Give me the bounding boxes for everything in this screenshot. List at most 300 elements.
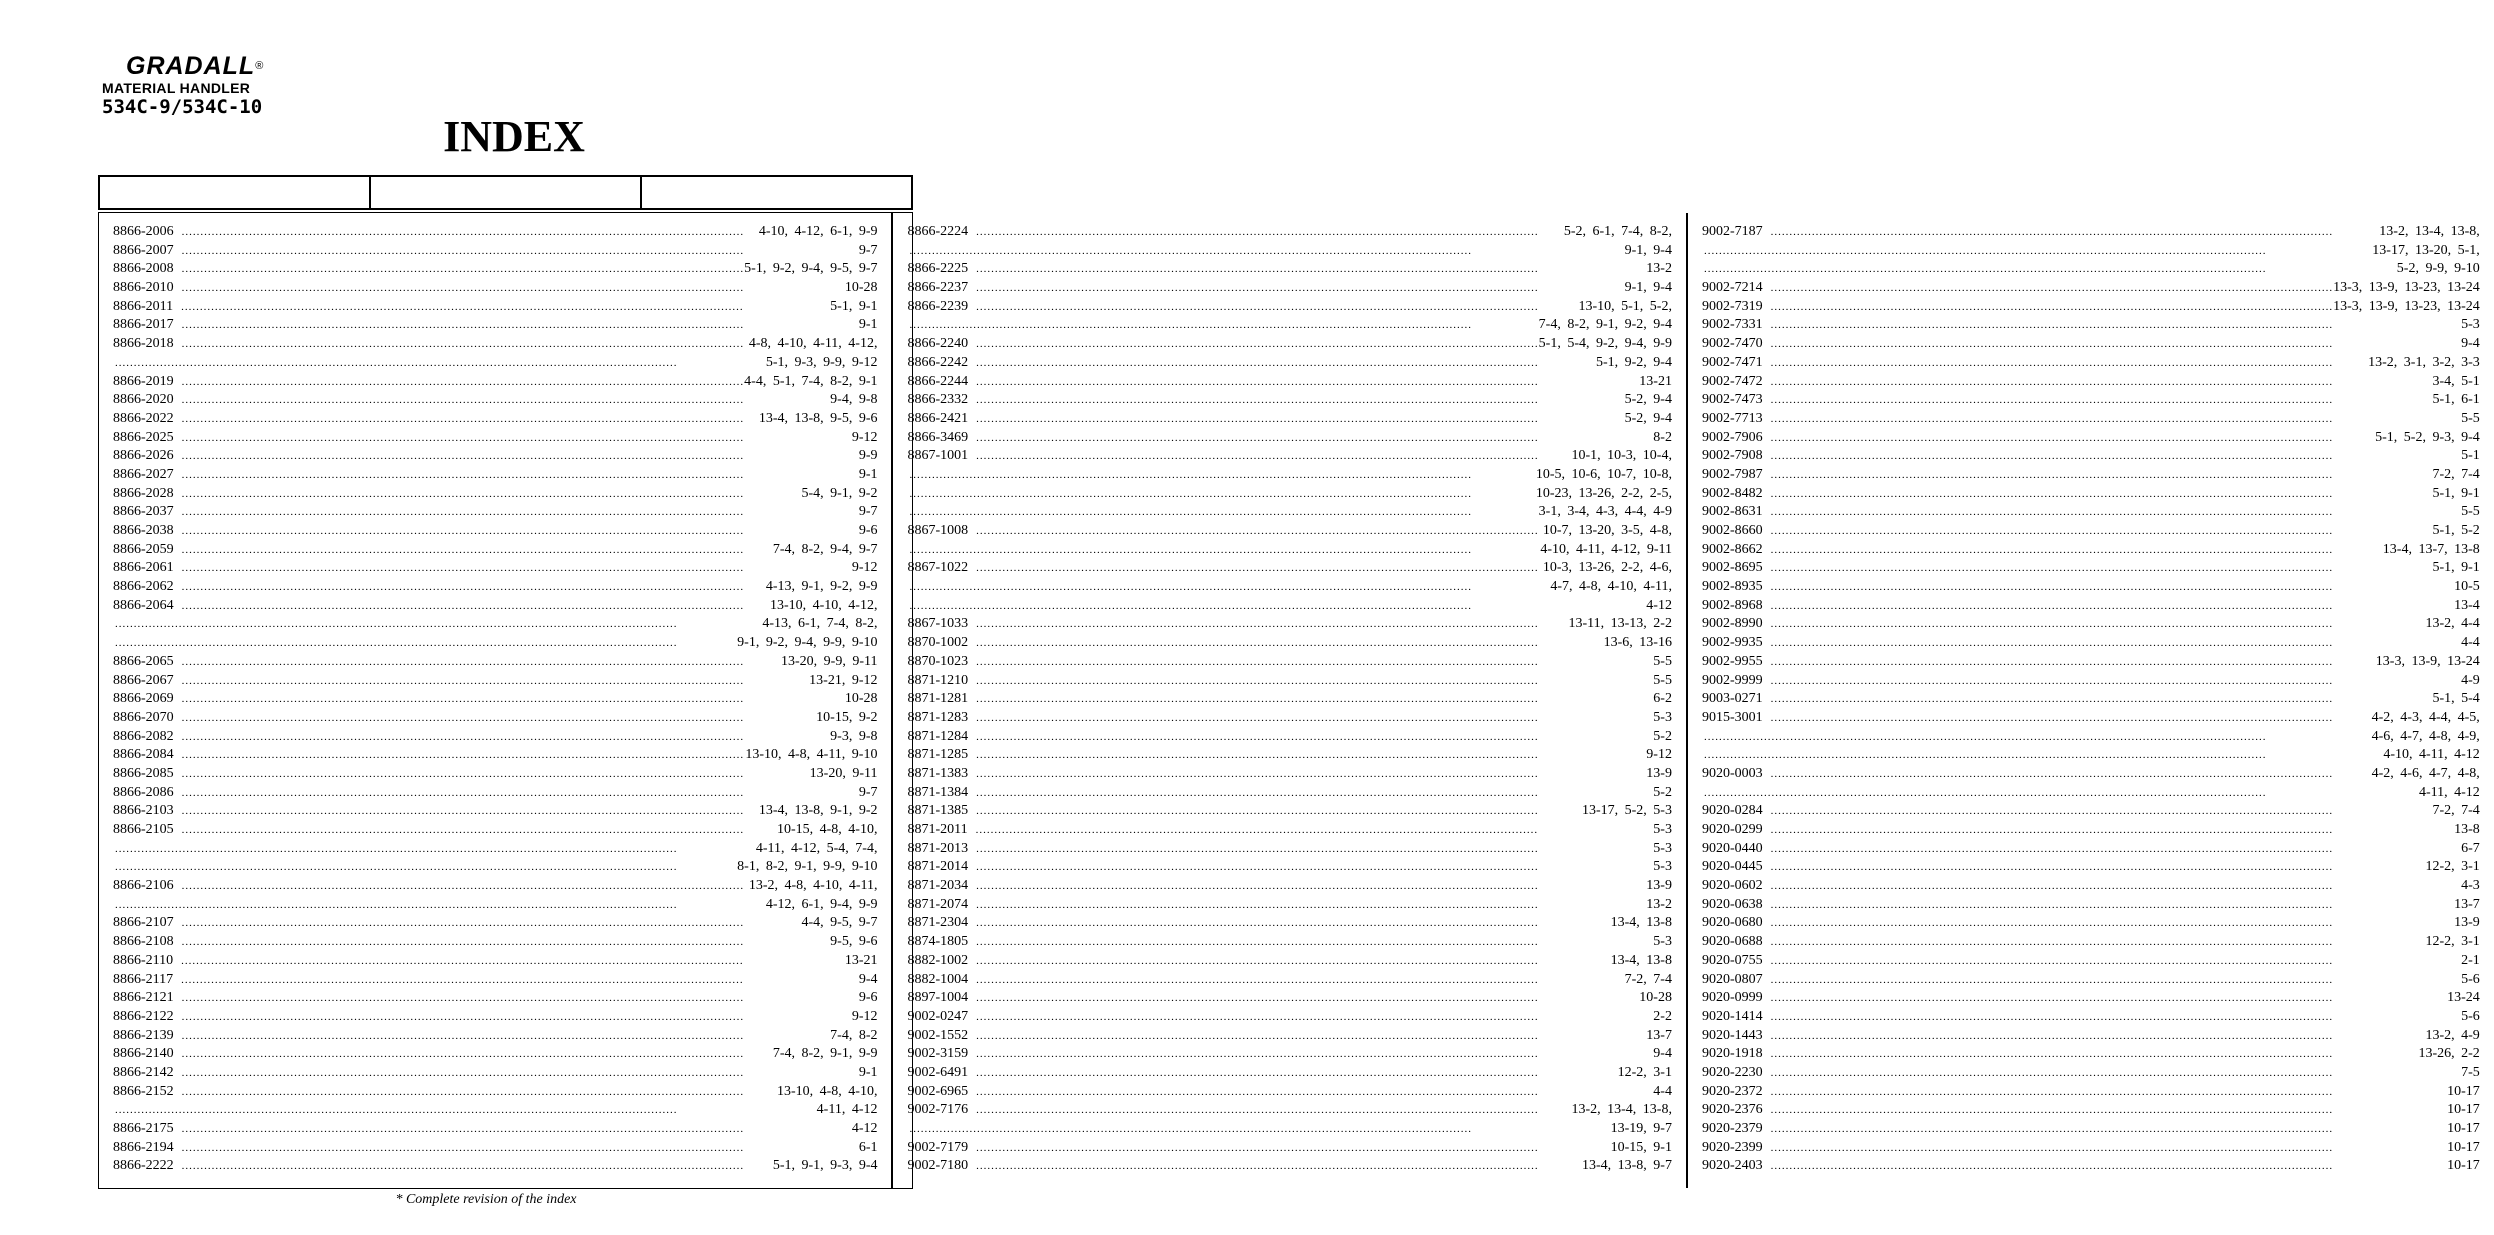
- index-column-2: [891, 213, 1685, 1188]
- index-entry: [1702, 466, 2480, 485]
- index-entry: [113, 933, 877, 952]
- page-references: 5-5: [2461, 410, 2480, 426]
- index-entry: [1702, 541, 2480, 560]
- part-number: 9002-8990: [1701, 616, 1763, 632]
- part-number: 8866-2061: [113, 560, 174, 576]
- index-entry: [907, 541, 1671, 560]
- page-references: 4-9: [2461, 672, 2480, 688]
- index-entry: [113, 615, 877, 634]
- dot-leader: [976, 821, 1654, 840]
- dot-leader: [1771, 896, 2454, 915]
- dot-leader: [182, 1045, 773, 1064]
- index-column-3: [1686, 213, 2494, 1188]
- dot-leader: [182, 335, 749, 354]
- index-entry: [113, 279, 877, 298]
- index-entry: [907, 1083, 1671, 1102]
- page-references: 10-28: [1639, 990, 1672, 1006]
- dot-leader: [976, 690, 1653, 709]
- page-references: 4-2, 4-6, 4-7, 4-8,: [2371, 765, 2480, 781]
- part-number: 8866-2025: [113, 429, 174, 445]
- page-references: 13-21: [1639, 373, 1672, 389]
- dot-leader: [976, 1139, 1610, 1158]
- page-references: 13-24: [2447, 990, 2480, 1006]
- dot-leader: [181, 971, 859, 990]
- dot-leader: [115, 634, 737, 653]
- part-number: 9002-8935: [1701, 579, 1763, 595]
- page-references: 4-4: [2461, 635, 2480, 651]
- index-entry: [907, 653, 1671, 672]
- page-references: 7-2, 7-4: [2432, 803, 2480, 819]
- page-references: 10-15, 9-1: [1610, 1139, 1672, 1155]
- part-number: 8871-2014: [907, 859, 969, 875]
- index-entry: [1702, 784, 2480, 803]
- page-references: 7-4, 8-2, 9-4, 9-7: [772, 541, 878, 557]
- part-number: 8871-2013: [907, 840, 969, 856]
- page-references: 4-4, 9-5, 9-7: [801, 915, 878, 931]
- dot-leader: [182, 784, 859, 803]
- index-entry: [113, 971, 877, 990]
- index-entry: [907, 1008, 1671, 1027]
- dot-leader: [182, 559, 852, 578]
- page-references: 12-2, 3-1: [1617, 1064, 1672, 1080]
- dot-leader: [976, 1027, 1646, 1046]
- part-number: 8866-2108: [113, 934, 174, 950]
- page-references: 7-5: [2461, 1064, 2480, 1080]
- index-entry: [113, 391, 877, 410]
- page-references: 5-1, 5-2: [2432, 523, 2480, 538]
- page-references: 10-28: [844, 691, 878, 707]
- dot-leader: [976, 877, 1646, 896]
- page-references: 4-11, 4-12: [2418, 784, 2480, 800]
- part-number: 8866-2064: [113, 597, 174, 613]
- index-entry: [1702, 802, 2480, 821]
- index-entry: [113, 1139, 877, 1158]
- part-number: 8866-3469: [907, 429, 969, 445]
- page-references: 7-2, 7-4: [1624, 971, 1672, 987]
- part-number: 8871-1385: [907, 803, 969, 819]
- part-number: 8866-2059: [113, 541, 174, 557]
- part-number: 9020-1443: [1701, 1027, 1763, 1043]
- dot-leader: [976, 1008, 1653, 1027]
- dot-leader: [182, 260, 745, 279]
- page-references: 5-2: [1653, 784, 1672, 800]
- page-references: 10-1, 10-3, 10-4,: [1571, 448, 1672, 464]
- dot-leader: [976, 410, 1624, 429]
- part-number: 8866-2062: [113, 579, 174, 595]
- index-entry: [113, 709, 877, 728]
- part-number: 9002-7472: [1701, 373, 1763, 389]
- index-entry: [113, 1027, 877, 1046]
- index-entry: [1702, 971, 2480, 990]
- dot-leader: [182, 690, 845, 709]
- part-number: 8866-2139: [113, 1027, 174, 1043]
- index-entry: [907, 335, 1671, 354]
- part-number: 8882-1004: [907, 971, 969, 987]
- part-number: 8866-2152: [113, 1083, 174, 1099]
- page-references: 10-15, 4-8, 4-10,: [776, 822, 878, 837]
- part-number: 8866-2020: [113, 392, 174, 408]
- part-number: 9002-7187: [1701, 224, 1763, 239]
- part-number: 9002-9955: [1701, 653, 1763, 669]
- page-references: 13-20, 9-9, 9-11: [781, 653, 878, 669]
- dot-leader: [182, 429, 852, 448]
- page-references: 5-6: [2461, 1008, 2480, 1024]
- part-number: 8866-2224: [907, 224, 969, 239]
- index-entry: [907, 728, 1671, 747]
- page-references: 9-1: [858, 466, 878, 482]
- part-number: 9002-7906: [1701, 429, 1763, 445]
- dot-leader: [182, 728, 830, 747]
- dot-leader: [115, 354, 766, 373]
- dot-leader: [1771, 615, 2426, 634]
- page-references: 3-4, 5-1: [2432, 373, 2480, 389]
- page-references: 13-2, 3-1, 3-2, 3-3: [2368, 354, 2480, 370]
- dot-leader: [909, 242, 1624, 261]
- part-number: 8871-2304: [907, 915, 969, 931]
- index-entry: [1702, 335, 2480, 354]
- index-entry: [113, 802, 877, 821]
- index-entry: [113, 597, 877, 616]
- dot-leader: [1771, 373, 2433, 392]
- index-entry: [1702, 1083, 2480, 1102]
- index-table: [98, 212, 2480, 1189]
- dot-leader: [182, 485, 802, 504]
- part-number: 9020-0440: [1701, 840, 1763, 856]
- dot-leader: [1771, 709, 2372, 728]
- part-number: 9020-0755: [1701, 952, 1763, 968]
- page-references: 6-7: [2461, 840, 2480, 856]
- index-entry: [113, 877, 877, 896]
- index-entry: [113, 466, 877, 485]
- part-number: 8871-1285: [907, 747, 969, 763]
- index-entry: [113, 223, 877, 242]
- dot-leader: [115, 840, 756, 859]
- part-number: 8866-2106: [113, 878, 174, 894]
- part-number: 8866-2027: [113, 466, 174, 482]
- index-entry: [113, 989, 877, 1008]
- index-entry: [113, 653, 877, 672]
- index-entry: [1702, 279, 2480, 298]
- index-column-1: [99, 213, 891, 1188]
- logo-brand: GRADALL®: [126, 52, 265, 80]
- index-entry: [113, 1045, 877, 1064]
- index-entry: [113, 1008, 877, 1027]
- part-number: 9020-2399: [1701, 1139, 1763, 1155]
- dot-leader: [1771, 316, 2461, 335]
- dot-leader: [1771, 914, 2454, 933]
- index-entry: [113, 578, 877, 597]
- page-references: 13-4, 13-8: [1610, 915, 1672, 931]
- logo-subtitle: MATERIAL HANDLER: [102, 80, 251, 96]
- part-number: 9002-7180: [907, 1158, 969, 1174]
- index-entry: [113, 429, 877, 448]
- part-number: 9002-8631: [1701, 504, 1763, 520]
- part-number: 9002-7471: [1701, 354, 1763, 370]
- page-references: 6-1: [858, 1139, 878, 1155]
- page-references: 5-1, 9-1, 9-3, 9-4: [772, 1158, 878, 1174]
- index-entry: [907, 279, 1671, 298]
- index-entry: [907, 634, 1671, 653]
- dot-leader: [182, 279, 845, 298]
- page-references: 13-3, 13-9, 13-24: [2375, 653, 2480, 669]
- part-number: 8866-2122: [113, 1008, 174, 1024]
- page-references: 13-7: [1646, 1027, 1672, 1043]
- part-number: 9020-0602: [1701, 878, 1763, 894]
- part-number: 9002-8660: [1701, 523, 1763, 538]
- dot-leader: [1771, 541, 2383, 560]
- dot-leader: [1771, 840, 2461, 859]
- page-references: 13-3, 13-9, 13-23, 13-24: [2333, 298, 2480, 314]
- part-number: 8866-2070: [113, 709, 174, 725]
- part-number: 8866-2022: [113, 410, 174, 426]
- part-number: 9002-7331: [1701, 317, 1763, 333]
- index-entry: [907, 373, 1671, 392]
- part-number: 8897-1004: [907, 990, 969, 1006]
- part-number: 8866-2010: [113, 280, 174, 296]
- page-references: 10-17: [2447, 1139, 2480, 1155]
- index-entry: [907, 952, 1671, 971]
- part-number: 8871-2011: [907, 822, 968, 837]
- part-number: 9015-3001: [1701, 709, 1763, 725]
- dot-leader: [976, 634, 1603, 653]
- part-number: 8866-2117: [113, 971, 174, 987]
- page-references: 5-1, 9-2, 9-4, 9-5, 9-7: [744, 261, 878, 277]
- index-entry: [907, 223, 1671, 242]
- index-entry: [1702, 316, 2480, 335]
- page-references: 5-2, 9-4: [1624, 410, 1672, 426]
- page-references: 4-11, 4-12, 5-4, 7-4,: [755, 840, 878, 856]
- dot-leader: [976, 223, 1564, 242]
- page-references: 4-8, 4-10, 4-11, 4-12,: [748, 336, 878, 352]
- page-references: 9-12: [1646, 747, 1672, 763]
- page-references: 12-2, 3-1: [2425, 934, 2480, 950]
- index-entry: [113, 1064, 877, 1083]
- part-number: 8866-2103: [113, 803, 174, 819]
- part-number: 8870-1002: [907, 635, 969, 651]
- dot-leader: [976, 522, 1543, 541]
- dot-leader: [182, 1083, 777, 1102]
- index-entry: [1702, 1008, 2480, 1027]
- part-number: 9002-9999: [1701, 672, 1763, 688]
- index-entry: [113, 1120, 877, 1139]
- index-entry: [113, 672, 877, 691]
- dot-leader: [115, 896, 766, 915]
- part-number: 9002-7214: [1701, 280, 1763, 296]
- page-references: 5-2, 9-9, 9-10: [2396, 261, 2480, 277]
- dot-leader: [1704, 784, 2419, 803]
- dot-leader: [1771, 597, 2454, 616]
- dot-leader: [976, 354, 1596, 373]
- index-entry: [113, 410, 877, 429]
- dot-leader: [1771, 429, 2376, 448]
- dot-leader: [181, 952, 845, 971]
- index-entry: [907, 391, 1671, 410]
- index-entry: [1702, 952, 2480, 971]
- part-number: 9002-1552: [907, 1027, 969, 1043]
- part-number: 8882-1002: [907, 952, 969, 968]
- dot-leader: [976, 1083, 1653, 1102]
- index-entry: [1702, 858, 2480, 877]
- index-entry: [1702, 242, 2480, 261]
- page-references: 2-1: [2461, 952, 2480, 968]
- page-references: 5-3: [1653, 709, 1672, 725]
- dot-leader: [976, 728, 1653, 747]
- index-entry: [1702, 223, 2480, 242]
- dot-leader: [1771, 1064, 2461, 1083]
- index-entry: [1702, 615, 2480, 634]
- part-number: 9002-8482: [1701, 485, 1763, 501]
- dot-leader: [1704, 728, 2372, 747]
- part-number: 8866-2175: [113, 1121, 174, 1136]
- index-entry: [113, 858, 877, 877]
- part-number: 8866-2140: [113, 1046, 174, 1062]
- index-entry: [1702, 877, 2480, 896]
- page-references: 10-17: [2447, 1102, 2480, 1118]
- page-references: 8-1, 8-2, 9-1, 9-9, 9-10: [737, 859, 878, 875]
- dot-leader: [182, 989, 859, 1008]
- index-entry: [113, 896, 877, 915]
- dot-leader: [115, 1101, 817, 1120]
- dot-leader: [976, 559, 1543, 578]
- index-entry: [1702, 821, 2480, 840]
- page-references: 5-6: [2461, 971, 2480, 987]
- logo-model: 534C-9/534C-10: [102, 96, 263, 118]
- dot-leader: [976, 672, 1653, 691]
- dot-leader: [976, 746, 1646, 765]
- index-entry: [907, 354, 1671, 373]
- page-references: 13-4, 13-8: [1610, 952, 1672, 968]
- dot-leader: [115, 858, 737, 877]
- index-entry: [907, 578, 1671, 597]
- table-header-cell: [640, 177, 911, 208]
- dot-leader: [182, 1120, 852, 1139]
- part-number: 9020-0638: [1701, 896, 1763, 912]
- page-references: 9-5, 9-6: [830, 934, 878, 950]
- dot-leader: [976, 802, 1582, 821]
- index-entry: [907, 242, 1671, 261]
- dot-leader: [1704, 260, 2397, 279]
- part-number: 8866-2237: [907, 280, 969, 296]
- page-references: 10-15, 9-2: [816, 709, 878, 725]
- index-entry: [907, 1045, 1671, 1064]
- page-references: 5-5: [1653, 653, 1672, 669]
- dot-leader: [976, 914, 1610, 933]
- index-entry: [1702, 559, 2480, 578]
- dot-leader: [909, 503, 1538, 522]
- page-references: 5-3: [1653, 822, 1672, 837]
- logo: [102, 52, 264, 118]
- page-references: 4-10, 4-11, 4-12, 9-11: [1540, 541, 1672, 557]
- part-number: 9020-2376: [1701, 1102, 1763, 1118]
- page-references: 13-10, 5-1, 5-2,: [1578, 298, 1672, 314]
- page-references: 9-12: [851, 429, 878, 445]
- dot-leader: [1771, 765, 2372, 784]
- part-number: 9020-0688: [1701, 934, 1763, 950]
- dot-leader: [976, 784, 1653, 803]
- page-references: 13-2: [1646, 261, 1672, 277]
- part-number: 8866-2065: [113, 653, 174, 669]
- part-number: 9020-2379: [1701, 1121, 1763, 1136]
- dot-leader: [182, 933, 830, 952]
- dot-leader: [1771, 672, 2461, 691]
- dot-leader: [1771, 1157, 2447, 1176]
- part-number: 8866-2421: [907, 410, 969, 426]
- part-number: 8866-2105: [113, 822, 174, 837]
- part-number: 8871-1283: [907, 709, 969, 725]
- page-references: 5-2, 6-1, 7-4, 8-2,: [1563, 224, 1672, 239]
- page-references: 9-12: [851, 1008, 878, 1024]
- part-number: 8866-2142: [113, 1064, 174, 1080]
- dot-leader: [1771, 858, 2426, 877]
- dot-leader: [976, 1101, 1571, 1120]
- dot-leader: [1771, 410, 2461, 429]
- dot-leader: [1771, 335, 2461, 354]
- page-references: 4-4, 5-1, 7-4, 8-2, 9-1: [744, 373, 878, 389]
- index-entry: [1702, 746, 2480, 765]
- index-entry: [1702, 1120, 2480, 1139]
- dot-leader: [182, 1027, 830, 1046]
- index-entry: [1702, 896, 2480, 915]
- dot-leader: [1771, 653, 2376, 672]
- index-entry: [907, 840, 1671, 859]
- part-number: 8870-1023: [907, 653, 969, 669]
- part-number: 9003-0271: [1701, 691, 1763, 707]
- index-entry: [907, 615, 1671, 634]
- dot-leader: [1771, 1045, 2419, 1064]
- dot-leader: [182, 709, 816, 728]
- dot-leader: [182, 578, 766, 597]
- part-number: 8867-1022: [907, 560, 969, 576]
- page-references: 13-2, 13-4, 13-8,: [2379, 224, 2480, 239]
- page-references: 9-4: [1653, 1046, 1672, 1062]
- page-references: 13-2, 13-4, 13-8,: [1571, 1102, 1672, 1118]
- page-references: 13-10, 4-10, 4-12,: [769, 597, 878, 613]
- index-entry: [907, 672, 1671, 691]
- dot-leader: [976, 615, 1568, 634]
- dot-leader: [1771, 989, 2447, 1008]
- dot-leader: [1771, 971, 2461, 990]
- page-references: 13-2: [1646, 896, 1672, 912]
- index-entry: [907, 877, 1671, 896]
- part-number: 8866-2008: [113, 261, 174, 277]
- dot-leader: [1771, 802, 2433, 821]
- page-references: 5-3: [1653, 934, 1672, 950]
- page-references: 13-17, 13-20, 5-1,: [2372, 242, 2480, 258]
- page-references: 13-10, 4-8, 4-11, 9-10: [745, 747, 878, 763]
- page-references: 13-21: [844, 952, 878, 968]
- page-references: 13-4, 13-8, 9-1, 9-2: [758, 803, 878, 819]
- page-references: 5-1, 6-1: [2432, 392, 2480, 408]
- part-number: 9002-7908: [1701, 448, 1763, 464]
- part-number: 8866-2332: [907, 392, 969, 408]
- part-number: 8866-2244: [907, 373, 969, 389]
- index-entry: [113, 784, 877, 803]
- dot-leader: [1771, 279, 2334, 298]
- part-number: 9002-6965: [907, 1083, 969, 1099]
- page-references: 5-3: [1653, 859, 1672, 875]
- page-references: 5-1, 9-1: [2432, 485, 2480, 501]
- index-entry: [113, 1101, 877, 1120]
- part-number: 9002-7470: [1701, 336, 1763, 352]
- index-entry: [113, 765, 877, 784]
- part-number: 8866-2239: [907, 298, 969, 314]
- index-entry: [1702, 503, 2480, 522]
- dot-leader: [182, 242, 859, 261]
- index-entry: [113, 728, 877, 747]
- page-references: 13-7: [2454, 896, 2480, 912]
- page-references: 5-1, 5-4: [2432, 691, 2480, 707]
- page-references: 13-4, 13-8, 9-5, 9-6: [758, 410, 878, 426]
